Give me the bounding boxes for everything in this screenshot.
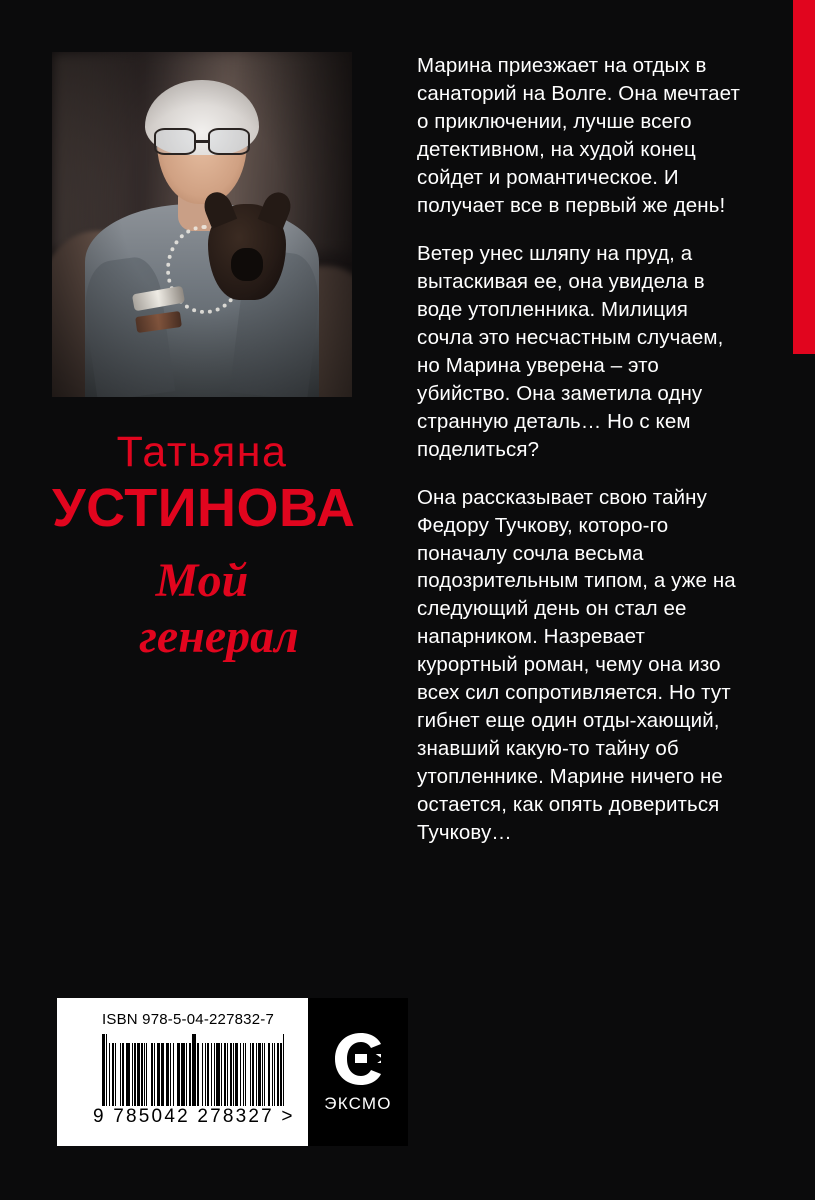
blurb-paragraph: Марина приезжает на отдых в санаторий на Волге. Она мечтает о приключении, лучше всего детективном, на худой конец сойдет и романтическое. И получает все в первый же день!: [417, 54, 740, 217]
blurb-paragraph: Она рассказывает свою тайну Федору Тучкову, которо-го поначалу сочла весьма подозрительным типом, а уже на следующий день он стал ее напарником. Назревает курортный роман, чему она изо всех сил сопротивляется. Но тут гибнет еще один отды-хающий, знавший какую-то тайну об утопленнике. Марине ничего не остается, как опять довериться Тучкову…: [417, 485, 736, 845]
portrait-vignette: [52, 52, 352, 397]
publisher-block: [308, 998, 408, 1146]
book-title-line-2: генерал: [139, 610, 299, 664]
left-column: [52, 52, 356, 666]
author-portrait-with-dog: [52, 52, 352, 397]
barcode-digits: 9 785042 278327 >: [93, 1106, 295, 1127]
blurb-paragraph: Ветер унес шляпу на пруд, а вытаскивая ее, она увидела в воде утопленника. Милиция сочла это несчастным случаем, но Марина уверена – это убийство. Она заметила одну странную деталь… Но с кем поделиться?: [417, 241, 724, 461]
author-first-name: Татьяна: [116, 428, 288, 476]
barcode-block: [57, 998, 408, 1146]
book-title: [52, 553, 352, 666]
eksmo-logo-icon: [331, 1030, 385, 1088]
publisher-name: ЭКСМО: [324, 1094, 392, 1113]
barcode-bars: [102, 1034, 332, 1106]
spine-accent-strip: [793, 0, 815, 354]
isbn-label: ISBN 978-5-04-227832-7: [102, 1011, 275, 1028]
book-title-line-1: Мой: [155, 553, 249, 607]
author-last-name: УСТИНОВА: [52, 477, 356, 538]
back-cover-blurb: [417, 52, 747, 847]
